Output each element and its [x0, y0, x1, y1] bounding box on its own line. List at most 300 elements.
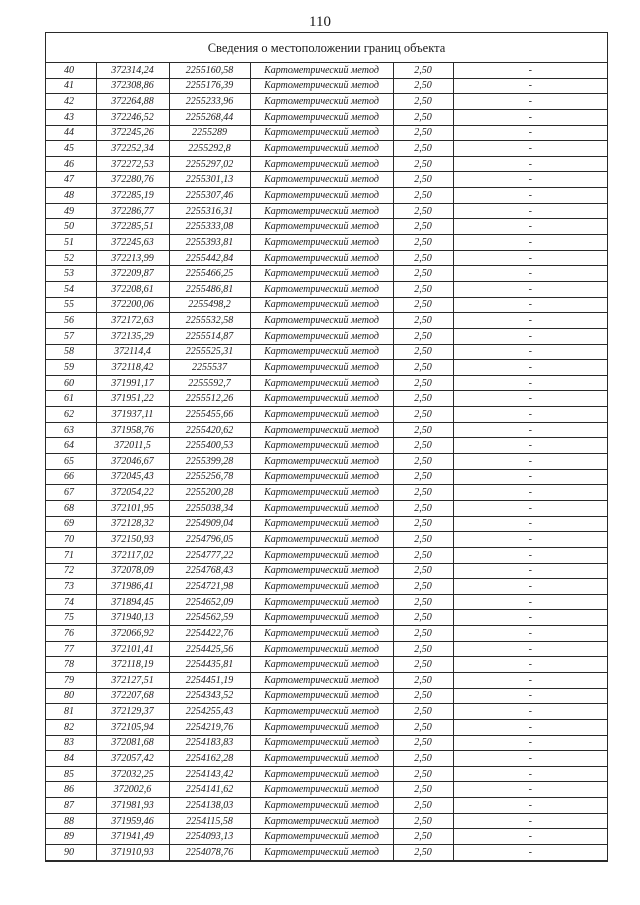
coordinate-x-cell: 372308,86: [96, 78, 169, 94]
accuracy-cell: 2,50: [393, 735, 453, 751]
accuracy-cell: 2,50: [393, 845, 453, 861]
point-number-cell: 73: [46, 579, 96, 595]
coordinate-y-cell: 2255466,25: [169, 266, 250, 282]
description-cell: -: [453, 704, 607, 720]
coordinate-y-cell: 2254162,28: [169, 751, 250, 767]
accuracy-cell: 2,50: [393, 532, 453, 548]
point-number-cell: 50: [46, 219, 96, 235]
accuracy-cell: 2,50: [393, 719, 453, 735]
accuracy-cell: 2,50: [393, 109, 453, 125]
coordinate-x-cell: 372002,6: [96, 782, 169, 798]
coordinate-y-cell: 2255512,26: [169, 391, 250, 407]
table-row: [46, 63, 607, 78]
point-number-cell: 86: [46, 782, 96, 798]
coordinate-x-cell: 372213,99: [96, 250, 169, 266]
description-cell: -: [453, 297, 607, 313]
coordinate-x-cell: 372150,93: [96, 532, 169, 548]
coordinate-x-cell: 372127,51: [96, 672, 169, 688]
table-row: [46, 203, 607, 219]
coordinate-x-cell: 372252,34: [96, 141, 169, 157]
description-cell: -: [453, 500, 607, 516]
point-number-cell: 61: [46, 391, 96, 407]
method-cell: Картометрический метод: [250, 235, 393, 251]
description-cell: -: [453, 281, 607, 297]
description-cell: -: [453, 63, 607, 78]
accuracy-cell: 2,50: [393, 657, 453, 673]
coordinate-y-cell: 2254093,13: [169, 829, 250, 845]
coordinate-x-cell: 371981,93: [96, 798, 169, 814]
coordinate-x-cell: 372045,43: [96, 469, 169, 485]
coordinate-y-cell: 2255393,81: [169, 235, 250, 251]
accuracy-cell: 2,50: [393, 782, 453, 798]
method-cell: Картометрический метод: [250, 109, 393, 125]
accuracy-cell: 2,50: [393, 610, 453, 626]
point-number-cell: 85: [46, 766, 96, 782]
description-cell: -: [453, 203, 607, 219]
accuracy-cell: 2,50: [393, 563, 453, 579]
method-cell: Картометрический метод: [250, 532, 393, 548]
coordinate-x-cell: 372285,51: [96, 219, 169, 235]
method-cell: Картометрический метод: [250, 78, 393, 94]
accuracy-cell: 2,50: [393, 438, 453, 454]
table-row: [46, 391, 607, 407]
accuracy-cell: 2,50: [393, 266, 453, 282]
method-cell: Картометрический метод: [250, 297, 393, 313]
coordinate-x-cell: 371959,46: [96, 813, 169, 829]
point-number-cell: 40: [46, 63, 96, 78]
description-cell: -: [453, 266, 607, 282]
point-number-cell: 77: [46, 641, 96, 657]
table-row: [46, 344, 607, 360]
point-number-cell: 55: [46, 297, 96, 313]
method-cell: Картометрический метод: [250, 688, 393, 704]
description-cell: -: [453, 313, 607, 329]
point-number-cell: 71: [46, 547, 96, 563]
coordinate-x-cell: 372114,4: [96, 344, 169, 360]
coordinate-x-cell: 372286,77: [96, 203, 169, 219]
point-number-cell: 62: [46, 407, 96, 423]
description-cell: -: [453, 626, 607, 642]
coordinate-y-cell: 2254562,59: [169, 610, 250, 626]
method-cell: Картометрический метод: [250, 594, 393, 610]
description-cell: -: [453, 735, 607, 751]
method-cell: Картометрический метод: [250, 250, 393, 266]
coordinate-x-cell: 372135,29: [96, 328, 169, 344]
point-number-cell: 54: [46, 281, 96, 297]
coordinate-x-cell: 372101,41: [96, 641, 169, 657]
coordinate-y-cell: 2255333,08: [169, 219, 250, 235]
method-cell: Картометрический метод: [250, 657, 393, 673]
coordinate-x-cell: 372057,42: [96, 751, 169, 767]
table-title: Сведения о местоположении границ объекта: [46, 33, 607, 63]
coordinate-y-cell: 2254768,43: [169, 563, 250, 579]
description-cell: -: [453, 594, 607, 610]
method-cell: Картометрический метод: [250, 547, 393, 563]
accuracy-cell: 2,50: [393, 141, 453, 157]
coordinate-y-cell: 2255399,28: [169, 454, 250, 470]
method-cell: Картометрический метод: [250, 344, 393, 360]
table-body: [46, 63, 607, 860]
coordinate-y-cell: 2255176,39: [169, 78, 250, 94]
description-cell: -: [453, 438, 607, 454]
description-cell: -: [453, 610, 607, 626]
table-row: [46, 845, 607, 861]
table-row: [46, 407, 607, 423]
accuracy-cell: 2,50: [393, 219, 453, 235]
method-cell: Картометрический метод: [250, 141, 393, 157]
point-number-cell: 60: [46, 375, 96, 391]
coordinate-x-cell: 372208,61: [96, 281, 169, 297]
coordinate-x-cell: 371986,41: [96, 579, 169, 595]
table-row: [46, 626, 607, 642]
coordinate-x-cell: 371894,45: [96, 594, 169, 610]
coordinate-y-cell: 2254909,04: [169, 516, 250, 532]
table-row: [46, 547, 607, 563]
coordinate-x-cell: 372209,87: [96, 266, 169, 282]
method-cell: Картометрический метод: [250, 375, 393, 391]
accuracy-cell: 2,50: [393, 281, 453, 297]
coordinate-x-cell: 372314,24: [96, 63, 169, 78]
table-row: [46, 751, 607, 767]
point-number-cell: 89: [46, 829, 96, 845]
table-row: [46, 188, 607, 204]
table-row: [46, 719, 607, 735]
coordinate-y-cell: 2255289: [169, 125, 250, 141]
coordinate-y-cell: 2255268,44: [169, 109, 250, 125]
method-cell: Картометрический метод: [250, 469, 393, 485]
coordinate-y-cell: 2255292,8: [169, 141, 250, 157]
coordinate-y-cell: 2255592,7: [169, 375, 250, 391]
coordinate-x-cell: 371958,76: [96, 422, 169, 438]
coordinate-y-cell: 2255160,58: [169, 63, 250, 78]
accuracy-cell: 2,50: [393, 391, 453, 407]
coordinate-x-cell: 372101,95: [96, 500, 169, 516]
accuracy-cell: 2,50: [393, 297, 453, 313]
coordinate-x-cell: 371937,11: [96, 407, 169, 423]
point-number-cell: 70: [46, 532, 96, 548]
coordinate-y-cell: 2254451,19: [169, 672, 250, 688]
description-cell: -: [453, 579, 607, 595]
accuracy-cell: 2,50: [393, 500, 453, 516]
point-number-cell: 83: [46, 735, 96, 751]
point-number-cell: 75: [46, 610, 96, 626]
description-cell: -: [453, 328, 607, 344]
table-row: [46, 172, 607, 188]
accuracy-cell: 2,50: [393, 63, 453, 78]
coordinate-y-cell: 2254141,62: [169, 782, 250, 798]
coordinate-x-cell: 372046,67: [96, 454, 169, 470]
method-cell: Картометрический метод: [250, 813, 393, 829]
coordinates-table: [46, 63, 607, 861]
method-cell: Картометрический метод: [250, 360, 393, 376]
coordinate-y-cell: 2255307,46: [169, 188, 250, 204]
description-cell: -: [453, 141, 607, 157]
point-number-cell: 66: [46, 469, 96, 485]
method-cell: Картометрический метод: [250, 63, 393, 78]
description-cell: -: [453, 751, 607, 767]
point-number-cell: 82: [46, 719, 96, 735]
table-row: [46, 594, 607, 610]
coordinate-x-cell: 372285,19: [96, 188, 169, 204]
method-cell: Картометрический метод: [250, 188, 393, 204]
description-cell: -: [453, 688, 607, 704]
table-row: [46, 266, 607, 282]
table-row: [46, 281, 607, 297]
point-number-cell: 47: [46, 172, 96, 188]
table-row: [46, 313, 607, 329]
description-cell: -: [453, 469, 607, 485]
point-number-cell: 57: [46, 328, 96, 344]
method-cell: Картометрический метод: [250, 266, 393, 282]
table-row: [46, 782, 607, 798]
accuracy-cell: 2,50: [393, 594, 453, 610]
point-number-cell: 65: [46, 454, 96, 470]
coordinate-y-cell: 2254796,05: [169, 532, 250, 548]
coordinate-y-cell: 2254138,03: [169, 798, 250, 814]
table-row: [46, 125, 607, 141]
method-cell: Картометрический метод: [250, 391, 393, 407]
point-number-cell: 42: [46, 94, 96, 110]
accuracy-cell: 2,50: [393, 688, 453, 704]
accuracy-cell: 2,50: [393, 454, 453, 470]
point-number-cell: 76: [46, 626, 96, 642]
method-cell: Картометрический метод: [250, 829, 393, 845]
point-number-cell: 90: [46, 845, 96, 861]
method-cell: Картометрический метод: [250, 641, 393, 657]
method-cell: Картометрический метод: [250, 454, 393, 470]
table-row: [46, 235, 607, 251]
method-cell: Картометрический метод: [250, 438, 393, 454]
accuracy-cell: 2,50: [393, 547, 453, 563]
point-number-cell: 69: [46, 516, 96, 532]
coordinate-x-cell: 372245,26: [96, 125, 169, 141]
description-cell: -: [453, 188, 607, 204]
table-row: [46, 422, 607, 438]
point-number-cell: 48: [46, 188, 96, 204]
table-row: [46, 375, 607, 391]
table-row: [46, 798, 607, 814]
description-cell: -: [453, 422, 607, 438]
description-cell: -: [453, 407, 607, 423]
accuracy-cell: 2,50: [393, 641, 453, 657]
coordinate-y-cell: 2255200,28: [169, 485, 250, 501]
description-cell: -: [453, 641, 607, 657]
description-cell: -: [453, 766, 607, 782]
coordinate-y-cell: 2254435,81: [169, 657, 250, 673]
table-row: [46, 829, 607, 845]
method-cell: Картометрический метод: [250, 485, 393, 501]
accuracy-cell: 2,50: [393, 751, 453, 767]
accuracy-cell: 2,50: [393, 188, 453, 204]
method-cell: Картометрический метод: [250, 94, 393, 110]
coordinate-x-cell: 372011,5: [96, 438, 169, 454]
accuracy-cell: 2,50: [393, 172, 453, 188]
point-number-cell: 51: [46, 235, 96, 251]
accuracy-cell: 2,50: [393, 469, 453, 485]
accuracy-cell: 2,50: [393, 328, 453, 344]
table-row: [46, 485, 607, 501]
table-row: [46, 454, 607, 470]
description-cell: -: [453, 235, 607, 251]
method-cell: Картометрический метод: [250, 422, 393, 438]
point-number-cell: 45: [46, 141, 96, 157]
method-cell: Картометрический метод: [250, 719, 393, 735]
coordinate-x-cell: 372245,63: [96, 235, 169, 251]
table-row: [46, 563, 607, 579]
point-number-cell: 87: [46, 798, 96, 814]
method-cell: Картометрический метод: [250, 281, 393, 297]
accuracy-cell: 2,50: [393, 375, 453, 391]
coordinate-y-cell: 2255486,81: [169, 281, 250, 297]
accuracy-cell: 2,50: [393, 125, 453, 141]
coordinate-y-cell: 2254255,43: [169, 704, 250, 720]
point-number-cell: 88: [46, 813, 96, 829]
description-cell: -: [453, 782, 607, 798]
coordinate-y-cell: 2255420,62: [169, 422, 250, 438]
coordinate-y-cell: 2255532,58: [169, 313, 250, 329]
description-cell: -: [453, 516, 607, 532]
description-cell: -: [453, 532, 607, 548]
table-row: [46, 532, 607, 548]
point-number-cell: 49: [46, 203, 96, 219]
table-row: [46, 688, 607, 704]
table-row: [46, 704, 607, 720]
accuracy-cell: 2,50: [393, 813, 453, 829]
point-number-cell: 81: [46, 704, 96, 720]
table-row: [46, 579, 607, 595]
method-cell: Картометрический метод: [250, 766, 393, 782]
method-cell: Картометрический метод: [250, 563, 393, 579]
coordinate-x-cell: 372054,22: [96, 485, 169, 501]
table-row: [46, 109, 607, 125]
coordinate-y-cell: 2255442,84: [169, 250, 250, 266]
coordinate-y-cell: 2255537: [169, 360, 250, 376]
description-cell: -: [453, 78, 607, 94]
point-number-cell: 58: [46, 344, 96, 360]
method-cell: Картометрический метод: [250, 407, 393, 423]
description-cell: -: [453, 109, 607, 125]
coordinate-x-cell: 372066,92: [96, 626, 169, 642]
accuracy-cell: 2,50: [393, 78, 453, 94]
description-cell: -: [453, 391, 607, 407]
coordinate-x-cell: 372172,63: [96, 313, 169, 329]
coordinate-x-cell: 371991,17: [96, 375, 169, 391]
point-number-cell: 44: [46, 125, 96, 141]
coordinate-y-cell: 2254219,76: [169, 719, 250, 735]
accuracy-cell: 2,50: [393, 313, 453, 329]
point-number-cell: 67: [46, 485, 96, 501]
description-cell: -: [453, 172, 607, 188]
table-row: [46, 516, 607, 532]
accuracy-cell: 2,50: [393, 235, 453, 251]
coordinate-y-cell: 2254183,83: [169, 735, 250, 751]
table-row: [46, 469, 607, 485]
method-cell: Картометрический метод: [250, 579, 393, 595]
table-row: [46, 610, 607, 626]
description-cell: -: [453, 813, 607, 829]
description-cell: -: [453, 250, 607, 266]
description-cell: -: [453, 798, 607, 814]
table-row: [46, 657, 607, 673]
accuracy-cell: 2,50: [393, 422, 453, 438]
table-row: [46, 672, 607, 688]
description-cell: -: [453, 454, 607, 470]
point-number-cell: 52: [46, 250, 96, 266]
coordinate-y-cell: 2254425,56: [169, 641, 250, 657]
description-cell: -: [453, 94, 607, 110]
coordinate-y-cell: 2254343,52: [169, 688, 250, 704]
coordinate-x-cell: 372280,76: [96, 172, 169, 188]
method-cell: Картометрический метод: [250, 328, 393, 344]
coordinate-x-cell: 372246,52: [96, 109, 169, 125]
point-number-cell: 68: [46, 500, 96, 516]
description-cell: -: [453, 156, 607, 172]
table-row: [46, 735, 607, 751]
method-cell: Картометрический метод: [250, 313, 393, 329]
accuracy-cell: 2,50: [393, 344, 453, 360]
coordinate-x-cell: 372129,37: [96, 704, 169, 720]
accuracy-cell: 2,50: [393, 704, 453, 720]
accuracy-cell: 2,50: [393, 766, 453, 782]
method-cell: Картометрический метод: [250, 798, 393, 814]
description-cell: -: [453, 672, 607, 688]
accuracy-cell: 2,50: [393, 829, 453, 845]
coordinate-x-cell: 372128,32: [96, 516, 169, 532]
method-cell: Картометрический метод: [250, 845, 393, 861]
point-number-cell: 41: [46, 78, 96, 94]
accuracy-cell: 2,50: [393, 360, 453, 376]
point-number-cell: 74: [46, 594, 96, 610]
coordinate-y-cell: 2255455,66: [169, 407, 250, 423]
table-row: [46, 219, 607, 235]
coordinate-x-cell: 372200,06: [96, 297, 169, 313]
description-cell: -: [453, 719, 607, 735]
description-cell: -: [453, 829, 607, 845]
description-cell: -: [453, 845, 607, 861]
accuracy-cell: 2,50: [393, 156, 453, 172]
accuracy-cell: 2,50: [393, 579, 453, 595]
method-cell: Картометрический метод: [250, 500, 393, 516]
coordinate-y-cell: 2254777,22: [169, 547, 250, 563]
method-cell: Картометрический метод: [250, 156, 393, 172]
table-row: [46, 94, 607, 110]
accuracy-cell: 2,50: [393, 672, 453, 688]
description-cell: -: [453, 219, 607, 235]
point-number-cell: 78: [46, 657, 96, 673]
coordinate-y-cell: 2254115,58: [169, 813, 250, 829]
method-cell: Картометрический метод: [250, 516, 393, 532]
coordinate-x-cell: 372117,02: [96, 547, 169, 563]
coordinate-y-cell: 2255233,96: [169, 94, 250, 110]
table-row: [46, 78, 607, 94]
coordinate-y-cell: 2255525,31: [169, 344, 250, 360]
table-row: [46, 500, 607, 516]
coordinate-y-cell: 2255256,78: [169, 469, 250, 485]
description-cell: -: [453, 375, 607, 391]
table-row: [46, 813, 607, 829]
method-cell: Картометрический метод: [250, 125, 393, 141]
method-cell: Картометрический метод: [250, 203, 393, 219]
coordinate-y-cell: 2255297,02: [169, 156, 250, 172]
table-row: [46, 250, 607, 266]
coordinate-y-cell: 2255316,31: [169, 203, 250, 219]
coordinate-x-cell: 372118,42: [96, 360, 169, 376]
point-number-cell: 43: [46, 109, 96, 125]
table-row: [46, 328, 607, 344]
point-number-cell: 84: [46, 751, 96, 767]
coordinate-x-cell: 372081,68: [96, 735, 169, 751]
method-cell: Картометрический метод: [250, 219, 393, 235]
